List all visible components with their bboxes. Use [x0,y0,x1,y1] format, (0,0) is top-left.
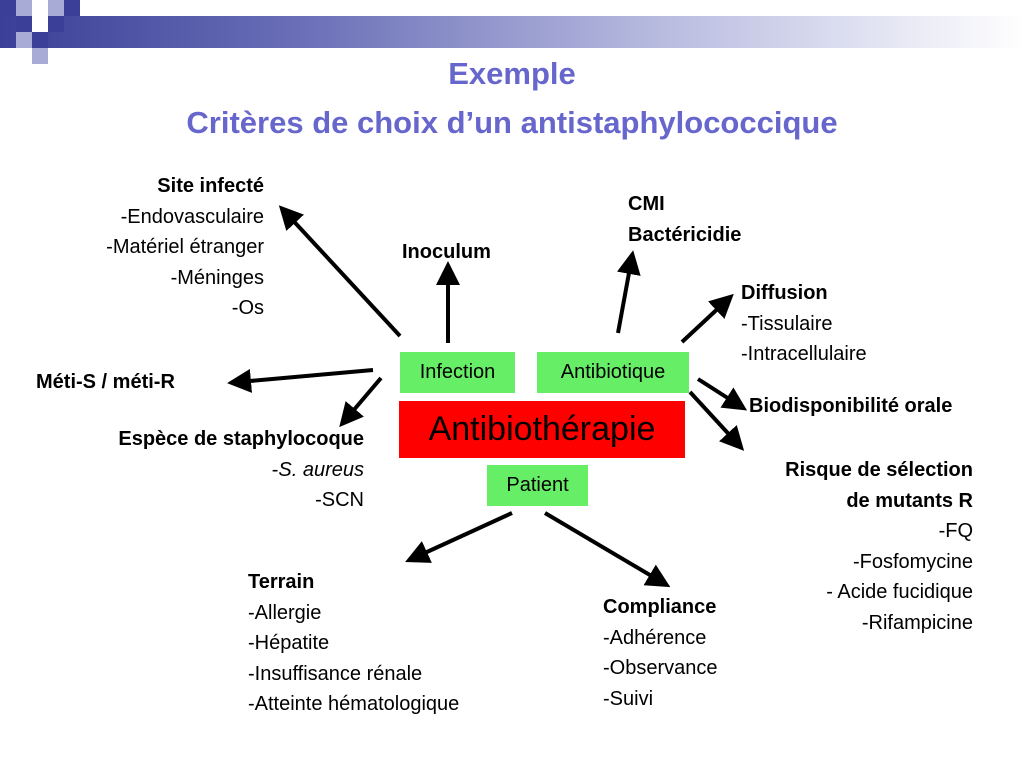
arrow-to-cmi [618,262,631,333]
meti-label: Méti-S / méti-R [36,371,175,393]
site-item: -Matériel étranger [106,236,264,258]
cmi-block [628,189,741,250]
terrain-item: -Insuffisance rénale [248,662,423,685]
slide-title: Exemple [448,56,576,91]
infection-box: Infection [400,352,515,393]
arrow-to-espece [347,378,381,418]
cmi-line: CMI [628,193,665,215]
arrow-to-biodispo [698,379,737,404]
site-item: -Méninges [170,266,264,289]
espece-block [20,424,364,516]
antibiotique-box: Antibiotique [537,352,689,393]
arrow-to-terrain [416,513,512,557]
patient-box: Patient [487,465,588,506]
risque-item: -Fosfomycine [852,550,973,573]
risque-item: - Acide fucidique [826,581,973,603]
compliance-block [603,592,718,714]
arrow-to-meti [239,370,373,382]
espece-aureus: S. aureus [278,458,364,481]
risque-block [700,455,973,638]
site-infecte-heading: Site infecté [157,175,264,197]
bactericidie-line: Bactéricidie [628,223,742,246]
espece-item-scn: -SCN [315,489,364,511]
arrow-to-diffusion [682,302,725,342]
slide-subtitle: Critères de choix d’un antistaphylococcique [186,105,838,140]
compliance-item: -Suivi [603,687,654,710]
espece-dash: - [271,458,279,481]
diffusion-item: -Tissulaire [741,312,833,335]
site-infecte-block [40,171,264,324]
risque-item: -FQ [938,520,973,542]
arrow-to-compliance [545,513,660,581]
compliance-item: -Observance [603,657,718,679]
inoculum-label: Inoculum [402,241,491,263]
site-item: -Os [231,297,264,319]
compliance-item: -Adhérence [603,626,707,649]
antibiotherapie-box: Antibiothérapie [399,401,685,458]
risque-item: -Rifampicine [861,611,973,634]
diffusion-heading: Diffusion [741,282,828,304]
terrain-heading: Terrain [248,571,315,593]
site-item: -Endovasculaire [120,205,264,228]
terrain-block [248,567,459,720]
risque-heading-line1: Risque de sélection [785,459,973,481]
diffusion-item: -Intracellulaire [741,343,867,365]
diffusion-block [741,278,867,370]
biodisponibilite-label: Biodisponibilité orale [749,395,953,417]
risque-heading-line2: de mutants R [846,489,973,512]
compliance-heading: Compliance [603,596,717,618]
terrain-item: -Allergie [248,601,322,624]
espece-item-aureus [20,455,364,486]
espece-heading: Espèce de staphylocoque [118,428,364,450]
arrow-to-site [287,214,400,336]
terrain-item: -Atteinte hématologique [248,693,460,715]
terrain-item: -Hépatite [248,632,330,654]
